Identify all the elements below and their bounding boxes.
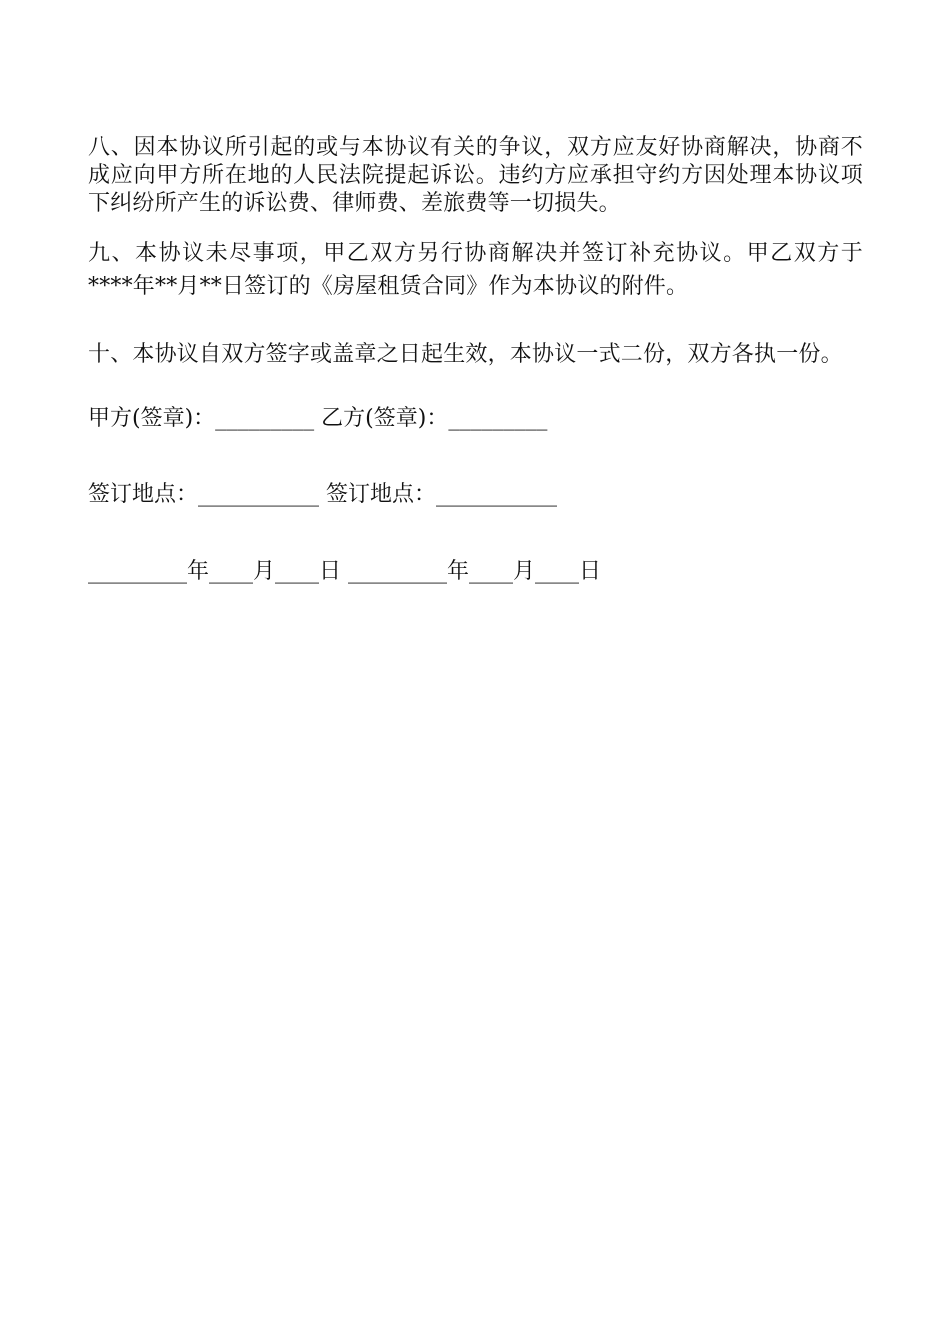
clause-10: 十、本协议自双方签字或盖章之日起生效，本协议一式二份，双方各执一份。 xyxy=(88,342,843,367)
signing-place-line: 签订地点：___________ 签订地点：___________ xyxy=(88,482,557,507)
document-body xyxy=(88,134,863,586)
clause-8: 八、因本协议所引起的或与本协议有关的争议，双方应友好协商解决，协商不成应向甲方所在地的人民法院提起诉讼。违约方应承担守约方因处理本协议项下纠纷所产生的诉讼费、律师费、差旅费等一切损失。 xyxy=(88,135,863,216)
clause-9: 九、本协议未尽事项，甲乙双方另行协商解决并签订补充协议。甲乙双方于****年**月**日签订的《房屋租赁合同》作为本协议的附件。 xyxy=(88,241,863,299)
signature-line: 甲方(签章)：_________ 乙方(签章)：_________ xyxy=(88,406,548,431)
signing-date-line: _________年____月____日 _________年____月____日 xyxy=(88,559,601,584)
